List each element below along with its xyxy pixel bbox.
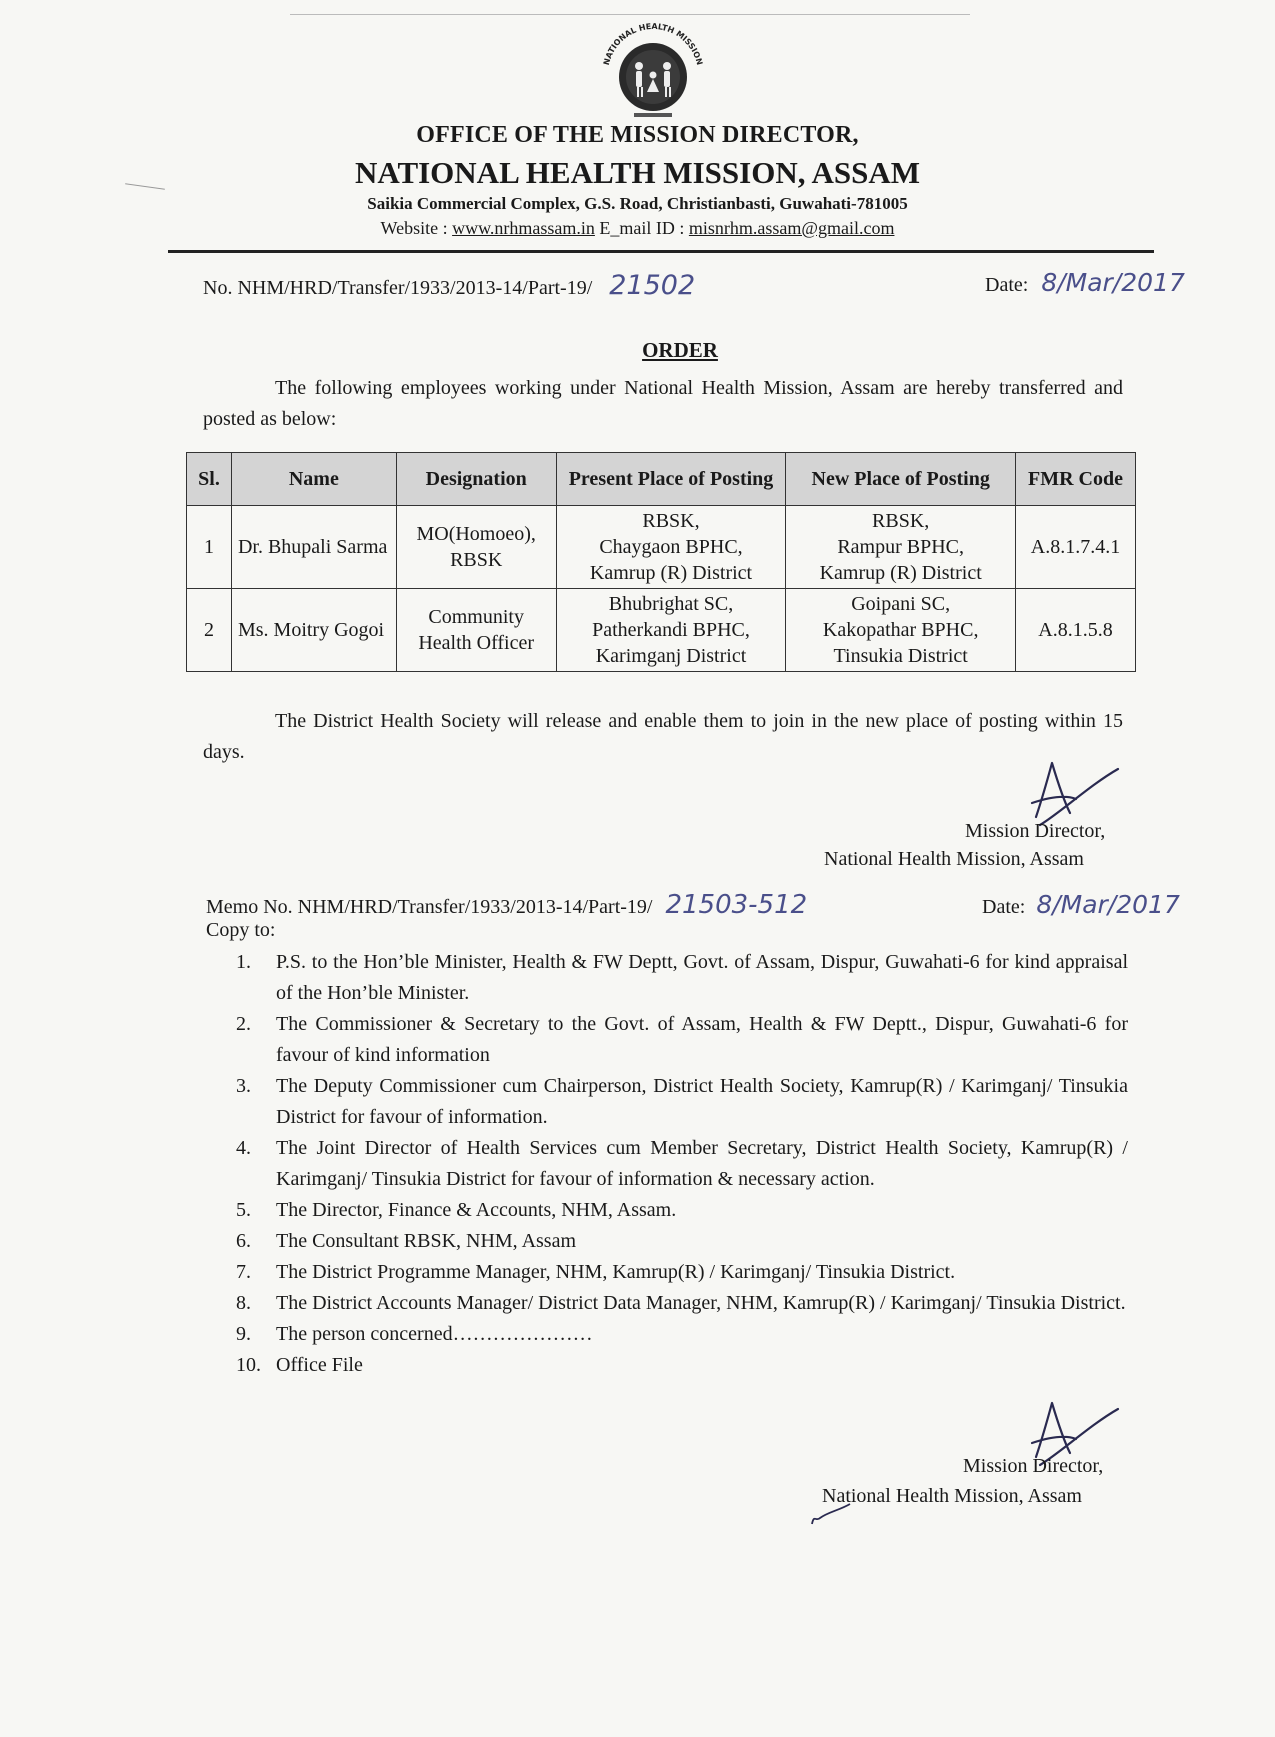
cell-new-posting	[786, 589, 1016, 672]
col-header-present-posting: Present Place of Posting	[556, 453, 786, 506]
copy-list	[236, 947, 1128, 1381]
item-number: 3.	[236, 1075, 251, 1097]
logo-text: NATIONAL HEALTH MISSION	[601, 22, 705, 67]
col-header-sl: Sl.	[187, 453, 232, 506]
item-number: 6.	[236, 1230, 251, 1252]
list-item	[236, 1257, 1128, 1288]
reference-number	[203, 270, 695, 301]
scan-edge-line	[290, 14, 970, 15]
handwritten-memo-number: 21503-512	[665, 890, 808, 920]
cell-fmr-code: A.8.1.5.8	[1016, 589, 1136, 672]
item-text: The Commissioner & Secretary to the Govt. of Assam, Health & FW Deptt., Dispur, Guwahati-6 for favour of kind information	[276, 1013, 1128, 1066]
cell-name: Ms. Moitry Gogoi	[231, 589, 396, 672]
list-item	[236, 1319, 1128, 1350]
item-number: 4.	[236, 1137, 251, 1159]
col-header-new-posting: New Place of Posting	[786, 453, 1016, 506]
list-item	[236, 1226, 1128, 1257]
present-line: Karimganj District	[595, 645, 747, 667]
nhm-logo	[590, 22, 716, 122]
new-line: RBSK,	[872, 510, 930, 532]
handwritten-date: 8/Mar/2017	[1041, 268, 1185, 297]
present-line: RBSK,	[642, 510, 700, 532]
email-label: E_mail ID :	[599, 218, 685, 238]
cell-sl: 1	[187, 506, 232, 589]
cell-new-posting	[786, 506, 1016, 589]
item-text: The Director, Finance & Accounts, NHM, Assam.	[276, 1199, 677, 1221]
email-link[interactable]: misnrhm.assam@gmail.com	[688, 218, 895, 238]
release-paragraph: The District Health Society will release and enable them to join in the new place of posting within 15 days.	[203, 710, 1123, 763]
signatory-organization: National Health Mission, Assam	[824, 848, 1084, 870]
cell-present-posting	[556, 589, 786, 672]
new-line: Tinsukia District	[833, 645, 968, 667]
memo-text: Memo No. NHM/HRD/Transfer/1933/2013-14/Part-19/	[206, 896, 653, 918]
list-item	[236, 1133, 1128, 1195]
table-row	[187, 589, 1136, 672]
item-text: The Deputy Commissioner cum Chairperson, District Health Society, Kamrup(R) / Karimganj/ Tinsukia District for favour of information.	[276, 1075, 1128, 1128]
present-line: Kamrup (R) District	[589, 562, 753, 584]
item-number: 1.	[236, 951, 251, 973]
col-header-fmr-code: FMR Code	[1016, 453, 1136, 506]
copy-to-label: Copy to:	[206, 919, 276, 941]
item-number: 10.	[236, 1354, 261, 1376]
item-text: The District Accounts Manager/ District Data Manager, NHM, Kamrup(R) / Karimganj/ Tinsukia District.	[276, 1292, 1126, 1314]
item-number: 9.	[236, 1323, 251, 1345]
cell-present-posting	[556, 506, 786, 589]
item-text: The Consultant RBSK, NHM, Assam	[276, 1230, 577, 1252]
new-line: Rampur BPHC,	[837, 536, 965, 558]
reference-text: No. NHM/HRD/Transfer/1933/2013-14/Part-19/	[203, 277, 593, 299]
transfer-table	[186, 452, 1136, 672]
list-item	[236, 1071, 1128, 1133]
present-line: Patherkandi BPHC,	[592, 619, 750, 641]
order-heading: ORDER	[642, 338, 718, 362]
item-text: The District Programme Manager, NHM, Kamrup(R) / Karimganj/ Tinsukia District.	[276, 1261, 956, 1283]
item-text: The person concerned…………………	[276, 1323, 593, 1345]
cell-fmr-code: A.8.1.7.4.1	[1016, 506, 1136, 589]
header-divider	[168, 250, 1154, 253]
list-item	[236, 1350, 1128, 1381]
cell-sl: 2	[187, 589, 232, 672]
new-line: Kamrup (R) District	[819, 562, 982, 584]
present-line: Bhubrighat SC,	[608, 593, 734, 615]
signatory-title: Mission Director,	[965, 820, 1106, 842]
new-line: Kakopathar BPHC,	[822, 619, 979, 641]
contact-line	[0, 218, 1275, 239]
website-link[interactable]: www.nrhmassam.in	[452, 218, 595, 238]
cell-name: Dr. Bhupali Sarma	[231, 506, 396, 589]
col-header-name: Name	[231, 453, 396, 506]
memo-date	[982, 890, 1180, 919]
address: Saikia Commercial Complex, G.S. Road, Christianbasti, Guwahati-781005	[367, 194, 908, 213]
list-item	[236, 947, 1128, 1009]
present-line: Chaygaon BPHC,	[599, 536, 743, 558]
date-label: Date:	[985, 274, 1029, 296]
item-number: 5.	[236, 1199, 251, 1221]
new-line: Goipani SC,	[851, 593, 951, 615]
item-text: Office File	[276, 1354, 363, 1376]
organization-title: NATIONAL HEALTH MISSION, ASSAM	[354, 155, 921, 190]
handwritten-memo-date: 8/Mar/2017	[1036, 890, 1180, 919]
table-row	[187, 506, 1136, 589]
list-item	[236, 1009, 1128, 1071]
office-title: OFFICE OF THE MISSION DIRECTOR,	[416, 122, 859, 148]
memo-number	[206, 890, 807, 920]
item-text: P.S. to the Hon’ble Minister, Health & FW Deptt, Govt. of Assam, Dispur, Guwahati-6 for kind appraisal of the Hon’ble Minister.	[276, 951, 1128, 1004]
intro-paragraph: The following employees working under National Health Mission, Assam are hereby transferred and posted as below:	[203, 377, 1123, 430]
item-number: 7.	[236, 1261, 251, 1283]
order-date	[985, 268, 1185, 297]
signatory-organization: National Health Mission, Assam	[822, 1485, 1082, 1507]
cell-designation: MO(Homoeo), RBSK	[396, 506, 556, 589]
memo-date-label: Date:	[982, 896, 1026, 918]
col-header-designation: Designation	[396, 453, 556, 506]
initial-mark	[806, 1500, 856, 1530]
item-number: 8.	[236, 1292, 251, 1314]
item-text: The Joint Director of Health Services cum Member Secretary, District Health Society, Kamrup(R) / Karimganj/ Tinsukia District for favour of information & necessary action.	[276, 1137, 1128, 1190]
website-label: Website :	[380, 218, 448, 238]
table-header-row	[187, 453, 1136, 506]
signatory-title: Mission Director,	[963, 1455, 1104, 1477]
item-number: 2.	[236, 1013, 251, 1035]
list-item	[236, 1195, 1128, 1226]
list-item	[236, 1288, 1128, 1319]
handwritten-reference: 21502	[609, 270, 696, 301]
cell-designation: Community Health Officer	[396, 589, 556, 672]
